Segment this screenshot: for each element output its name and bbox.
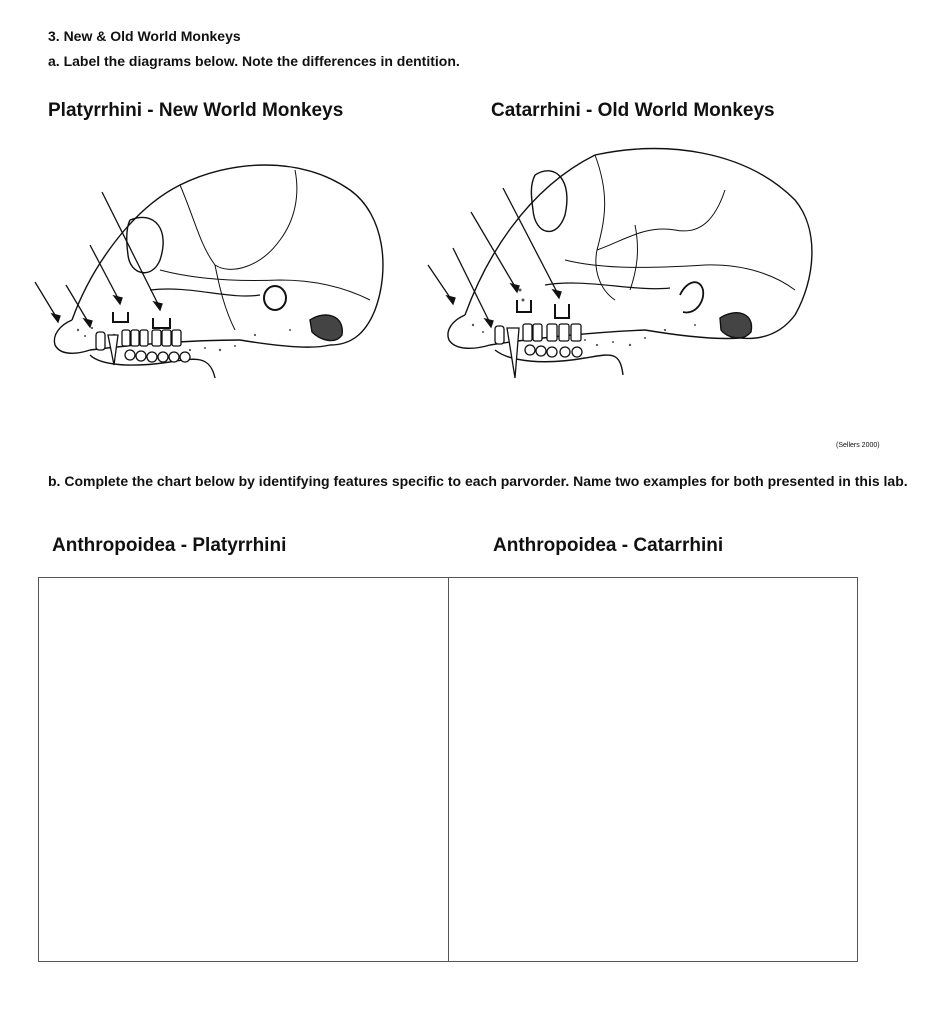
old-world-skull-diagram — [425, 140, 820, 395]
new-world-skull-diagram — [30, 150, 400, 385]
chart-header-platyrrhini: Anthropoidea - Platyrrhini — [52, 535, 287, 556]
catarrhini-answer-cell[interactable] — [448, 578, 858, 961]
question-part-a: a. Label the diagrams below. Note the differences in dentition. — [48, 53, 460, 69]
new-world-heading: Platyrrhini - New World Monkeys — [48, 100, 344, 121]
platyrrhini-answer-cell[interactable] — [39, 578, 448, 961]
question-title: 3. New & Old World Monkeys — [48, 28, 241, 44]
chart-header-catarrhini: Anthropoidea - Catarrhini — [493, 535, 724, 556]
question-part-b: b. Complete the chart below by identifying features specific to each parvorder. Name two examples for both presented in this lab. — [48, 473, 908, 489]
old-world-heading: Catarrhini - Old World Monkeys — [491, 100, 775, 121]
comparison-chart — [38, 577, 858, 962]
figure-credit: (Sellers 2000) — [836, 442, 880, 449]
